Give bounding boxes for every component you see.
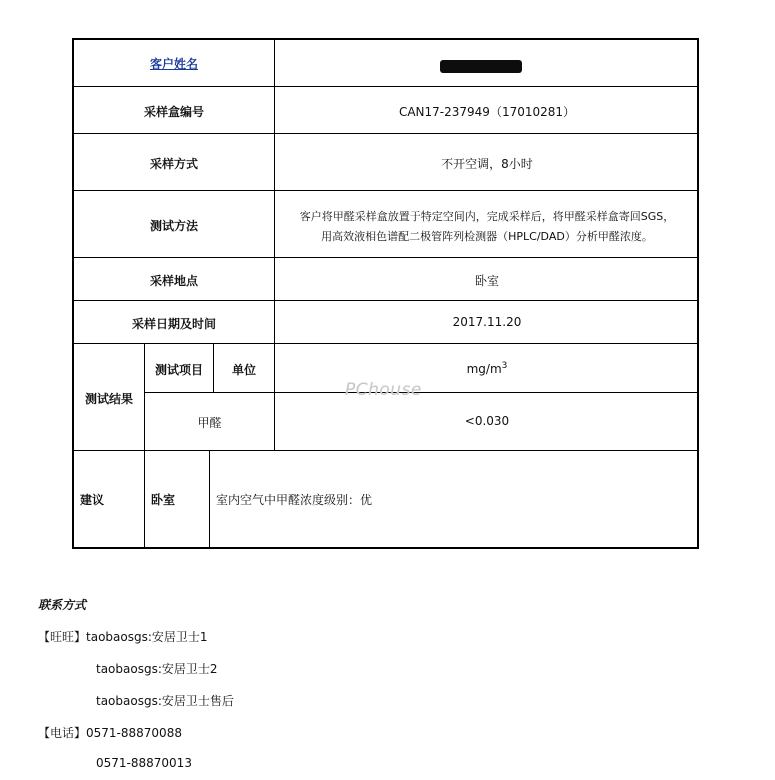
test-item-label: 测试项目 xyxy=(154,363,203,377)
row-divider xyxy=(72,133,699,134)
unit-value xyxy=(275,361,699,376)
unit-superscript: 3 xyxy=(501,361,508,371)
wangwang-id-1[interactable]: taobaosgs:安居卫士1 xyxy=(86,630,208,644)
test-method-value xyxy=(275,207,699,247)
customer-name-label[interactable]: 客户姓名 xyxy=(149,57,198,71)
advice-text: 室内空气中甲醛浓度级别：优 xyxy=(216,493,373,507)
formaldehyde-label: 甲醛 xyxy=(197,416,222,430)
sampling-method-value: 不开空调，8小时 xyxy=(441,157,533,171)
redacted-customer-name xyxy=(440,60,522,73)
test-method-label: 测试方法 xyxy=(149,219,198,233)
advice-room: 卧室 xyxy=(151,493,176,507)
sampling-datetime-value: 2017.11.20 xyxy=(452,315,522,329)
advice-label: 建议 xyxy=(80,493,105,507)
sampling-method-label: 采样方式 xyxy=(149,157,198,171)
test-method-line-2: 用高效液相色谱配二极管阵列检测器（HPLC/DAD）分析甲醛浓度。 xyxy=(321,230,653,243)
wangwang-label: 【旺旺】 xyxy=(38,630,87,644)
unit-label: 单位 xyxy=(231,363,256,377)
sampling-location-value: 卧室 xyxy=(474,274,499,288)
column-divider xyxy=(209,450,210,549)
wangwang-id-2[interactable]: taobaosgs:安居卫士2 xyxy=(96,662,218,676)
sampling-datetime-label: 采样日期及时间 xyxy=(131,317,216,331)
test-result-label: 测试结果 xyxy=(84,392,133,406)
wangwang-row xyxy=(38,628,208,645)
phone-label: 【电话】 xyxy=(38,726,87,740)
row-divider xyxy=(72,343,699,344)
wangwang-id-3[interactable]: taobaosgs:安居卫士售后 xyxy=(96,694,234,708)
sampling-location-label: 采样地点 xyxy=(149,274,198,288)
formaldehyde-value: <0.030 xyxy=(464,414,510,428)
phone-number-1[interactable]: 0571-88870088 xyxy=(86,726,182,740)
unit-base: mg/m xyxy=(466,362,502,376)
phone-row xyxy=(38,724,182,741)
test-method-line-1: 客户将甲醛采样盒放置于特定空间内，完成采样后，将甲醛采样盒寄回SGS， xyxy=(299,210,675,223)
row-divider xyxy=(72,86,699,87)
row-divider xyxy=(72,257,699,258)
row-divider xyxy=(72,300,699,301)
phone-number-2[interactable]: 0571-88870013 xyxy=(96,756,192,770)
box-number-label: 采样盒编号 xyxy=(143,105,204,119)
row-divider xyxy=(72,190,699,191)
row-divider xyxy=(72,450,699,451)
watermark: PChouse xyxy=(345,380,422,400)
contact-title: 联系方式 xyxy=(38,598,87,612)
box-number-value: CAN17-237949（17010281） xyxy=(398,105,576,119)
